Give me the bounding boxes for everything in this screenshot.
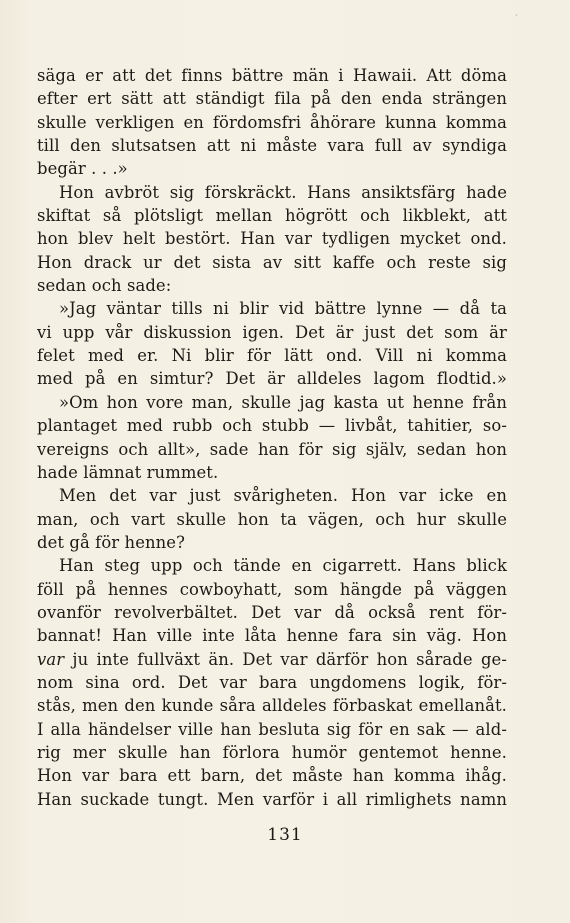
text-line: rig mer skulle han förlora humör gentemot henne. xyxy=(37,742,507,762)
text-line: vereigns och allt», sade han för sig själv, sedan hon xyxy=(37,439,507,459)
text-line: till den slutsatsen att ni måste vara full av syndiga xyxy=(37,136,507,156)
text-line: sedan och sade: xyxy=(37,276,172,296)
corner-mark: ´ xyxy=(514,14,518,23)
text-line: efter ert sätt att ständigt fila på den enda strängen xyxy=(37,89,507,109)
text-line: hon blev helt bestört. Han var tydligen mycket ond. xyxy=(37,229,507,249)
text-line: Hon drack ur det sista av sitt kaffe och reste sig xyxy=(37,252,507,272)
text-line: föll på hennes cowboyhatt, som hängde på väggen xyxy=(37,579,507,599)
text-line: I alla händelser ville han besluta sig för en sak — ald- xyxy=(37,719,507,739)
text-line: skiftat så plötsligt mellan högrött och likblekt, att xyxy=(37,206,507,226)
text-line: med på en simtur? Det är alldeles lagom flodtid.» xyxy=(37,369,507,389)
text-line: plantaget med rubb och stubb — livbåt, tahitier, so- xyxy=(37,416,507,436)
text-line: nom sina ord. Det var bara ungdomens logik, för- xyxy=(37,672,507,692)
text-line: hade lämnat rummet. xyxy=(37,462,219,482)
text-line: Hon var bara ett barn, det måste han komma ihåg. xyxy=(37,766,507,786)
page-number: 131 xyxy=(267,825,303,845)
text-line: vi upp vår diskussion igen. Det är just det som är xyxy=(37,322,507,342)
text-line: Han suckade tungt. Men varför i all rimlighets namn xyxy=(37,789,507,809)
text-line: Hon avbröt sig förskräckt. Hans ansiktsfärg hade xyxy=(59,182,507,202)
text-line: man, och vart skulle hon ta vägen, och hur skulle xyxy=(37,509,507,529)
text-line: felet med er. Ni blir för lätt ond. Vill ni komma xyxy=(37,346,507,366)
text-line: säga er att det finns bättre män i Hawaii. Att döma xyxy=(37,66,507,85)
text-line: bannat! Han ville inte låta henne fara sin väg. Hon xyxy=(37,626,507,646)
text-line: det gå för henne? xyxy=(37,532,185,552)
text-line: var ju inte fullväxt än. Det var därför hon sårade ge- xyxy=(37,649,507,669)
text-line: stås, men den kunde såra alldeles förbaskat emellanåt. xyxy=(37,696,507,716)
text-line: skulle verkligen en fördomsfri åhörare kunna komma xyxy=(37,112,507,132)
text-line: begär . . .» xyxy=(37,159,128,179)
emphasis-text: var xyxy=(37,649,65,669)
text-line: ovanför revolverbältet. Det var då också rent för- xyxy=(37,602,507,622)
text-line: »Om hon vore man, skulle jag kasta ut henne från xyxy=(59,392,507,412)
text-line: »Jag väntar tills ni blir vid bättre lynne — då ta xyxy=(59,299,507,319)
text-line: Han steg upp och tände en cigarrett. Hans blick xyxy=(59,556,507,576)
body-text xyxy=(37,64,507,811)
text-line: Men det var just svårigheten. Hon var icke en xyxy=(59,486,507,506)
